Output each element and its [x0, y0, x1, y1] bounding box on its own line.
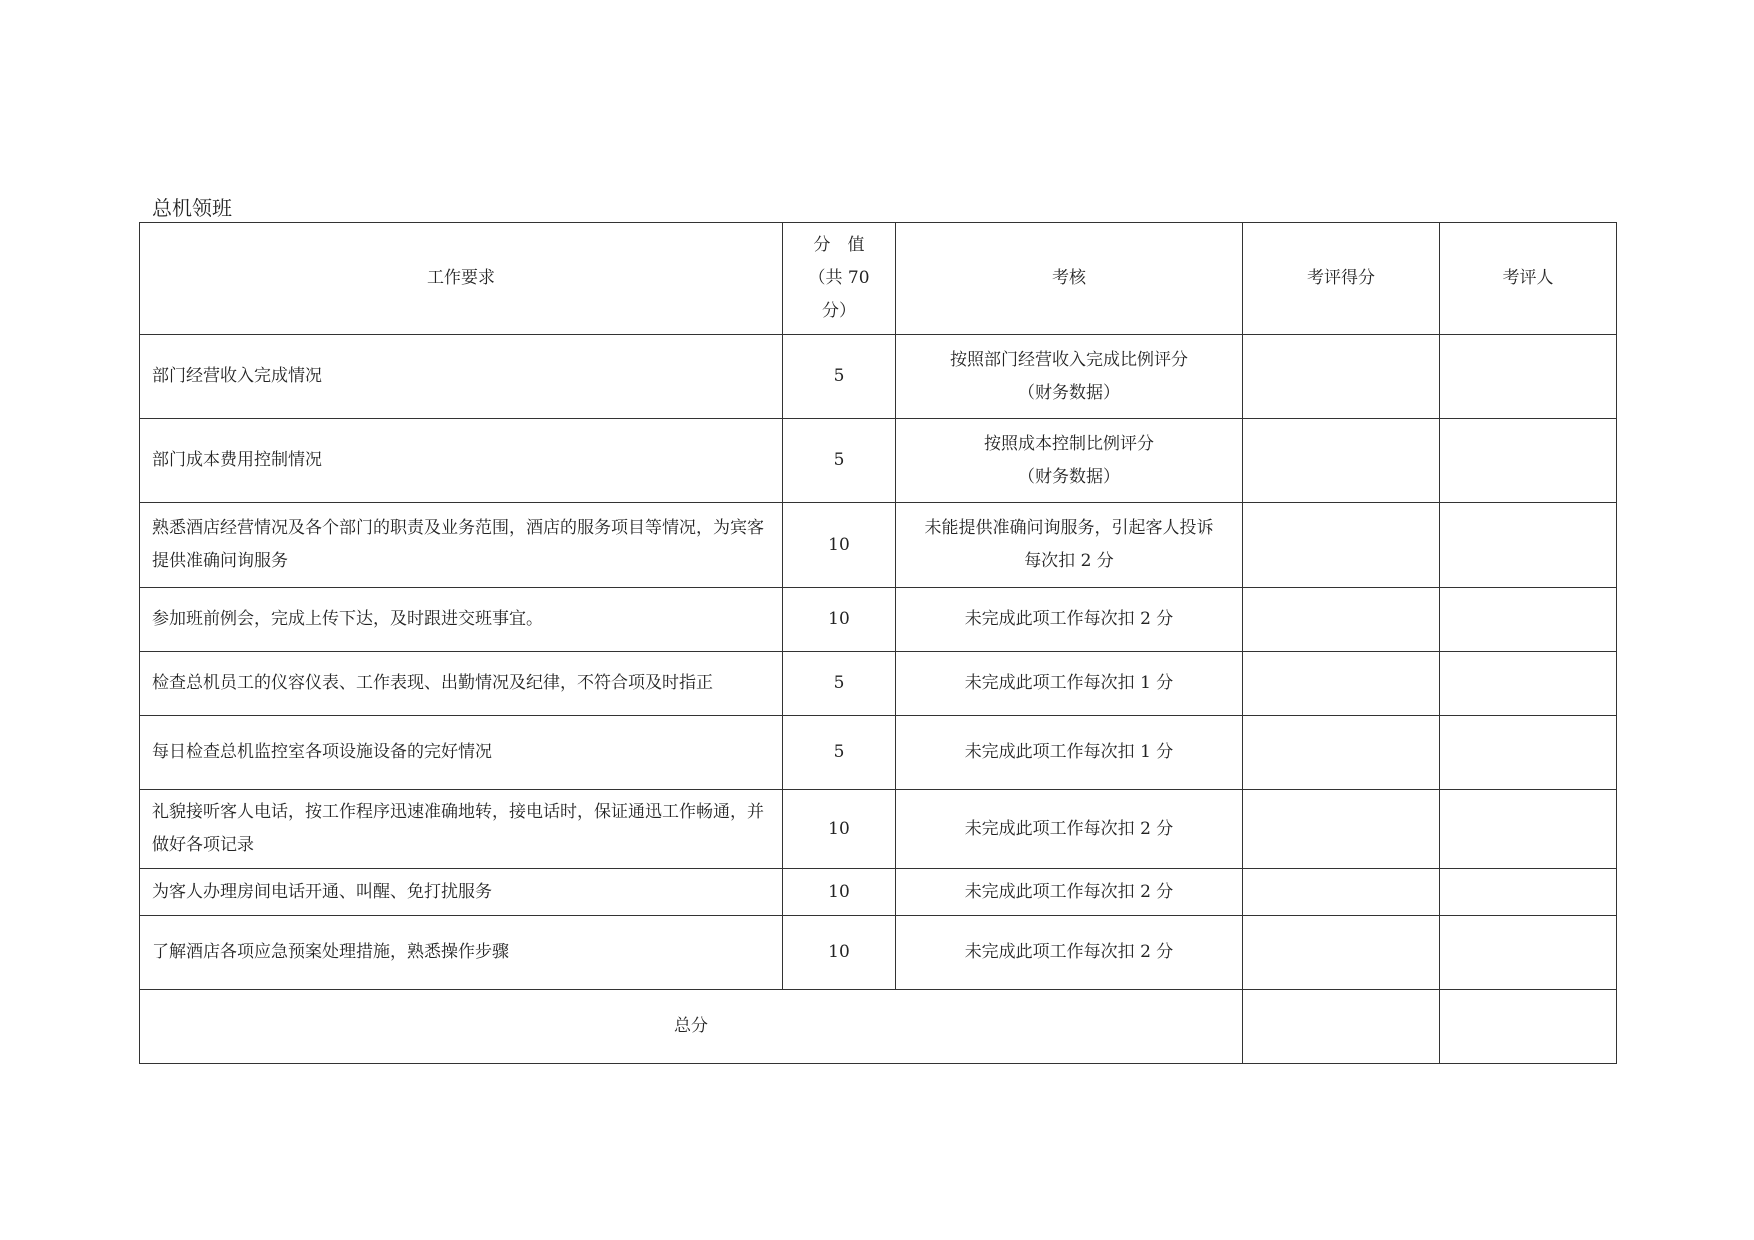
requirement-cell: 检查总机员工的仪容仪表、工作表现、出勤情况及纪律，不符合项及时指正: [140, 652, 783, 716]
evaluator-cell[interactable]: [1440, 588, 1617, 652]
score-cell: 5: [783, 335, 896, 419]
header-score: [783, 223, 896, 335]
document-title: 总机领班: [152, 196, 232, 220]
evaluator-cell[interactable]: [1440, 335, 1617, 419]
assessment-cell: [896, 419, 1243, 503]
evaluator-cell[interactable]: [1440, 790, 1617, 869]
assessment-line: （财务数据）: [1018, 466, 1120, 487]
score-cell: 10: [783, 916, 896, 990]
table-row: [140, 716, 1617, 790]
table-row: [140, 790, 1617, 869]
score-cell: 10: [783, 588, 896, 652]
table-row: [140, 419, 1617, 503]
requirement-cell: 了解酒店各项应急预案处理措施，熟悉操作步骤: [140, 916, 783, 990]
score-cell: 10: [783, 503, 896, 588]
evaluator-cell[interactable]: [1440, 503, 1617, 588]
requirement-cell: 为客人办理房间电话开通、叫醒、免打扰服务: [140, 869, 783, 916]
assessment-cell: 未完成此项工作每次扣 2 分: [896, 790, 1243, 869]
requirement-cell: 部门成本费用控制情况: [140, 419, 783, 503]
eval-score-cell[interactable]: [1243, 335, 1440, 419]
assessment-line: 按照部门经营收入完成比例评分: [950, 349, 1188, 370]
eval-score-cell[interactable]: [1243, 916, 1440, 990]
requirement-cell: 部门经营收入完成情况: [140, 335, 783, 419]
assessment-cell: 未完成此项工作每次扣 2 分: [896, 869, 1243, 916]
eval-score-cell[interactable]: [1243, 419, 1440, 503]
evaluation-table: [139, 222, 1617, 1064]
table-row: [140, 916, 1617, 990]
eval-score-cell[interactable]: [1243, 588, 1440, 652]
score-cell: 10: [783, 790, 896, 869]
assessment-cell: [896, 503, 1243, 588]
evaluator-cell[interactable]: [1440, 916, 1617, 990]
requirement-cell: 每日检查总机监控室各项设施设备的完好情况: [140, 716, 783, 790]
eval-score-cell[interactable]: [1243, 652, 1440, 716]
table-row: [140, 652, 1617, 716]
header-score-line1: 分 值: [813, 235, 865, 255]
header-requirement: 工作要求: [140, 223, 783, 335]
table-row: [140, 503, 1617, 588]
assessment-cell: 未完成此项工作每次扣 1 分: [896, 716, 1243, 790]
evaluator-cell[interactable]: [1440, 419, 1617, 503]
score-cell: 5: [783, 652, 896, 716]
eval-score-cell[interactable]: [1243, 716, 1440, 790]
header-evaluator: 考评人: [1440, 223, 1617, 335]
total-row: [140, 990, 1617, 1064]
assessment-cell: 未完成此项工作每次扣 1 分: [896, 652, 1243, 716]
requirement-cell: 熟悉酒店经营情况及各个部门的职责及业务范围，酒店的服务项目等情况，为宾客提供准确问询服务: [140, 503, 783, 588]
assessment-line: 每次扣 2 分: [1024, 551, 1114, 571]
eval-score-cell[interactable]: [1243, 869, 1440, 916]
eval-score-cell[interactable]: [1243, 503, 1440, 588]
total-evaluator-cell[interactable]: [1440, 990, 1617, 1064]
header-assessment: 考核: [896, 223, 1243, 335]
table-row: [140, 869, 1617, 916]
assessment-line: 未能提供准确问询服务，引起客人投诉: [924, 518, 1214, 538]
assessment-cell: 未完成此项工作每次扣 2 分: [896, 916, 1243, 990]
header-eval-score: 考评得分: [1243, 223, 1440, 335]
requirement-cell: 参加班前例会，完成上传下达，及时跟进交班事宜。: [140, 588, 783, 652]
evaluator-cell[interactable]: [1440, 869, 1617, 916]
eval-score-cell[interactable]: [1243, 790, 1440, 869]
header-row: [140, 223, 1617, 335]
assessment-line: （财务数据）: [1018, 382, 1120, 403]
assessment-line: 按照成本控制比例评分: [984, 433, 1154, 454]
table-row: [140, 335, 1617, 419]
total-eval-score-cell[interactable]: [1243, 990, 1440, 1064]
score-cell: 10: [783, 869, 896, 916]
assessment-cell: 未完成此项工作每次扣 2 分: [896, 588, 1243, 652]
header-score-line2: （共 70 分）: [808, 268, 870, 321]
score-cell: 5: [783, 716, 896, 790]
requirement-cell: 礼貌接听客人电话，按工作程序迅速准确地转，接电话时，保证通迅工作畅通，并做好各项记录: [140, 790, 783, 869]
evaluator-cell[interactable]: [1440, 716, 1617, 790]
evaluator-cell[interactable]: [1440, 652, 1617, 716]
total-label: 总分: [140, 990, 1243, 1064]
table-body: [140, 335, 1617, 1064]
assessment-cell: [896, 335, 1243, 419]
table-row: [140, 588, 1617, 652]
score-cell: 5: [783, 419, 896, 503]
